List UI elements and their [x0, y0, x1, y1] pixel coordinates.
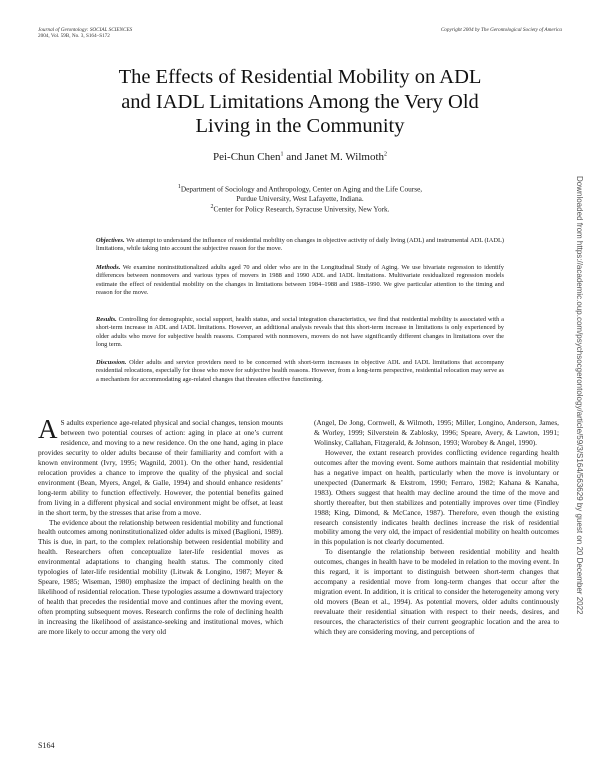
paragraph-text: S adults experience age-related physical and social changes, tension mounts between two potential courses of action: aging in place at one’s current residence, and moving to a new residence. On the one hand, aging in place provides security to older adults because of their familiarity and comfort with a known environment (Ivry, 1995; Wagnild, 2001). On the other hand, residential relocation provides a chance to improve the quality of the physical and social environment (Bean, Myers, Angel, & Galle, 1994) and should enhance residents’ long-term ability to function effectively. However, the potential benefits gained from living in a different physical and social environment might be offset, at least in the short term, by the stresses that arise from a move. — [38, 418, 283, 517]
affil-1-line-2: Purdue University, West Lafayette, Indiana. — [236, 193, 364, 203]
title-line-1: The Effects of Residential Mobility on ADL — [118, 66, 482, 88]
download-watermark: Downloaded from https://academic.oup.com/psychsocgerontology/article/59/3/S164/563629 by guest on 20 December 2022 — [575, 176, 584, 615]
journal-volume: 2004, Vol. 59B, No. 3, S164–S172 — [38, 33, 110, 40]
results-text: Controlling for demographic, social support, health status, and social integration characteristics, we find that residential mobility is associated with a short-term increase in ADL and IADL limitations. However, an additional analysis reveals that this short-term increase in limitations is only experienced by older adults who move for subjective health reasons. Compared with nonmovers, movers do not have significantly different changes in limitations over the long term. — [96, 316, 504, 349]
article-title — [40, 65, 560, 139]
affiliations — [120, 183, 480, 214]
author-list — [40, 151, 560, 163]
results-label: Results. — [96, 316, 117, 323]
affil-1-sup: 1 — [177, 184, 181, 190]
title-line-3: Living in the Community — [195, 115, 405, 137]
paragraph: The evidence about the relationship between residential mobility and functional health outcomes among noninstitutionalized older adults is mixed (Baglioni, 1989). This is due, in part, to the complex relationship between residential mobility and health. Researchers often conceptualize later-life residential moves as environmental adaptations to changing health status. The commonly cited typologies of later-life residential mobility (Litwak & Longino, 1987; Meyer & Speare, 1985; Wiseman, 1980) emphasize the impact of declining health on the likelihood of residential relocation. These typologies assume a downward trajectory of health that precedes the residential move and continues after the moving event, often prompting subsequent moves. Research confirms the role of declining health in increasing the likelihood of assistance-seeking and institutional moves, which are more likely to occur among the very old — [38, 517, 283, 637]
discussion-label: Discussion. — [96, 359, 127, 366]
author-2-sup: 2 — [384, 151, 388, 158]
methods-text: We examine noninstitutionalized adults aged 70 and older who are in the Longitudinal Study of Aging. We use bivariate regression to identify differences between nonmovers and various types of movers in 1988 and 1990 ADL and IADL limitations. Multivariate residualized regression models estimate the effect of residential mobility on the changes in limitations between 1984–1988 and 1988–1990. We give particular attention to the timing and reason for the move. — [96, 264, 504, 297]
abstract-discussion — [96, 359, 504, 384]
objectives-text: We attempt to understand the influence of residential mobility on changes in objective activity of daily living (ADL) and instrumental ADL (IADL) limitations, while taking into account the subjective reason for the move. — [96, 237, 504, 253]
abstract-results — [96, 316, 504, 349]
author-1-sup: 1 — [280, 151, 284, 158]
discussion-text: Older adults and service providers need to be concerned with short-term increases in objective ADL and IADL limitations that accompany residential relocations, especially for those who move for subjective health reasons. However, from a long-term perspective, residential relocation may serve as a mechanism for accommodating age-related changes that threaten effective functioning. — [96, 359, 504, 383]
objectives-label: Objectives. — [96, 237, 125, 244]
methods-label: Methods. — [96, 264, 121, 271]
affil-2-line-1: Center for Policy Research, Syracuse University, New York. — [213, 204, 390, 214]
page-number: S164 — [38, 741, 55, 750]
paragraph: However, the extant research provides conflicting evidence regarding health outcomes after the moving event. Some authors maintain that residential mobility has a negative impact on health, particularly when the move is involuntary or unexpected (Danermark & Ekstrom, 1990; Ferraro, 1982; Kahana & Kanaha, 1983). Others suggest that health may decline around the time of the move and shortly thereafter, but then stabilizes and potentially improves over time (Findley 1988; King, Dimond, & McCance, 1987). Therefore, even though the existing research consistently indicates health declines increase the risk of residential mobility among the very old, the impact of residential mobility on health outcomes in this population is not clearly documented. — [314, 447, 559, 547]
journal-name: Journal of Gerontology: SOCIAL SCIENCES — [38, 27, 133, 33]
paragraph — [38, 414, 283, 518]
title-line-2: and IADL Limitations Among the Very Old — [121, 90, 479, 113]
body-column-left — [38, 414, 283, 637]
paragraph: (Angel, De Jong, Cornwell, & Wilmoth, 1995; Miller, Longino, Anderson, James, & Worley, 1999; Silverstein & Zablosky, 1996; Speare, Avery, & Lawton, 1991; Wolinsky, Callahan, Fitzgerald, & Johnson, 1993; Worobey & Angel, 1990). — [314, 418, 559, 447]
author-1: Pei-Chun Chen — [212, 151, 281, 163]
abstract-methods — [96, 264, 504, 297]
affil-2-sup: 2 — [210, 204, 214, 211]
body-column-right — [314, 418, 559, 637]
author-2: Janet M. Wilmoth — [304, 151, 385, 163]
affil-1-line-1: Department of Sociology and Anthropology, Center on Aging and the Life Course, — [180, 184, 423, 194]
drop-cap: A — [38, 414, 58, 444]
abstract-objectives — [96, 237, 504, 254]
author-connector: and — [283, 151, 305, 163]
copyright-notice: Copyright 2004 by The Gerontological Society of America — [440, 27, 562, 33]
paragraph: To disentangle the relationship between residential mobility and health outcomes, changes in health have to be modeled in relation to the moving event. In this regard, it is important to distinguish between short-term changes that accompany a residential move from long-term changes that occur after the migration event. In addition, it is critical to consider the heterogeneity among very old movers (Bean et al., 1994). As potential movers, older adults continuously reevaluate their residential situation with respect to their needs, desires, and resources, the characteristics of their current geographic location and the area to which they are considering moving, and perceptions of — [314, 547, 559, 637]
journal-header — [38, 27, 132, 40]
